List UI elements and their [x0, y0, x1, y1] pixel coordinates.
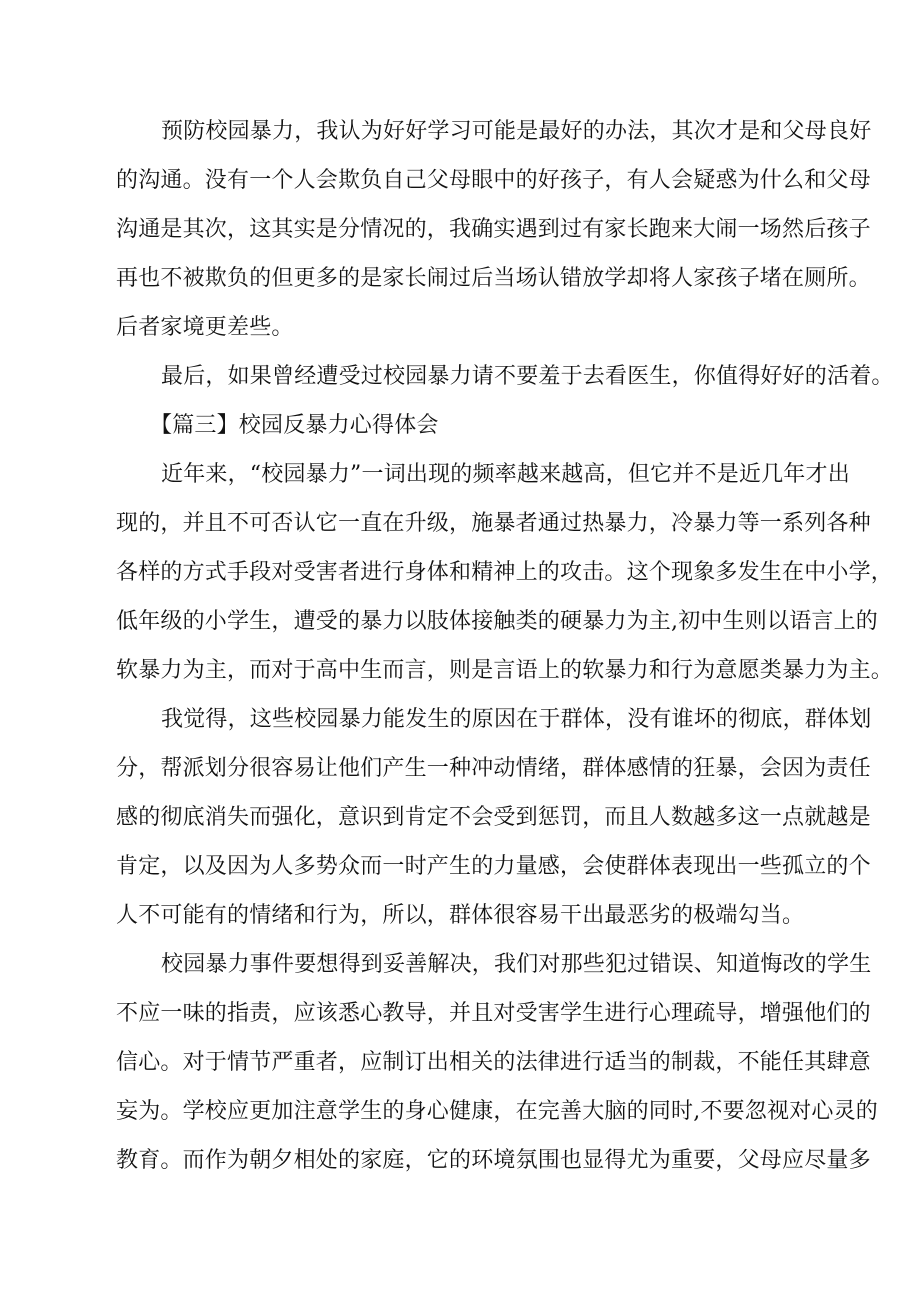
- paragraph-line: 教育。而作为朝夕相处的家庭，它的环境氛围也显得尤为重要，父母应尽量多: [116, 1148, 871, 1173]
- paragraph-line: 预防校园暴力，我认为好好学习可能是最好的办法，其次才是和父母良好: [161, 119, 872, 144]
- paragraph-line: 感的彻底消失而强化，意识到肯定不会受到惩罚，而且人数越多这一点就越是: [116, 805, 871, 830]
- paragraph-line: 最后，如果曾经遭受过校园暴力请不要羞于去看医生，你值得好好的活着。: [161, 364, 894, 389]
- paragraph-line: 再也不被欺负的但更多的是家长闹过后当场认错放学却将人家孩子堵在厕所。: [116, 266, 871, 291]
- paragraph-line: 肯定，以及因为人多势众而一时产生的力量感，会使群体表现出一些孤立的个: [116, 854, 871, 879]
- paragraph-line: 不应一味的指责，应该悉心教导，并且对受害学生进行心理疏导，增强他们的: [116, 1001, 871, 1026]
- paragraph-line: 低年级的小学生，遭受的暴力以肢体接触类的硬暴力为主,初中生则以语言上的: [116, 609, 878, 634]
- paragraph-line: 软暴力为主，而对于高中生而言，则是言语上的软暴力和行为意愿类暴力为主。: [116, 658, 894, 683]
- paragraph-line: 我觉得，这些校园暴力能发生的原因在于群体，没有谁坏的彻底，群体划: [161, 707, 872, 732]
- paragraph-line: 妄为。学校应更加注意学生的身心健康，在完善大脑的同时,不要忽视对心灵的: [116, 1099, 878, 1124]
- paragraph-line: 各样的方式手段对受害者进行身体和精神上的攻击。这个现象多发生在中小学，: [116, 560, 894, 585]
- paragraph-line: 人不可能有的情绪和行为，所以，群体很容易干出最恶劣的极端勾当。: [116, 903, 805, 928]
- paragraph-line: 的沟通。没有一个人会欺负自己父母眼中的好孩子，有人会疑惑为什么和父母: [116, 168, 871, 193]
- paragraph-line: 后者家境更差些。: [116, 315, 294, 340]
- paragraph-line: 沟通是其次，这其实是分情况的，我确实遇到过有家长跑来大闹一场然后孩子: [116, 217, 871, 242]
- section-heading: 【篇三】校园反暴力心得体会: [150, 413, 439, 438]
- paragraph-line: 信心。对于情节严重者，应制订出相关的法律进行适当的制裁，不能任其肆意: [116, 1050, 871, 1075]
- paragraph-line: 分，帮派划分很容易让他们产生一种冲动情绪，群体感情的狂暴，会因为责任: [116, 756, 871, 781]
- paragraph-line: 近年来，“校园暴力”一词出现的频率越来越高，但它并不是近几年才出: [161, 462, 850, 487]
- paragraph-line: 校园暴力事件要想得到妥善解决，我们对那些犯过错误、知道悔改的学生: [161, 952, 872, 977]
- paragraph-line: 现的，并且不可否认它一直在升级，施暴者通过热暴力，冷暴力等一系列各种: [116, 511, 871, 536]
